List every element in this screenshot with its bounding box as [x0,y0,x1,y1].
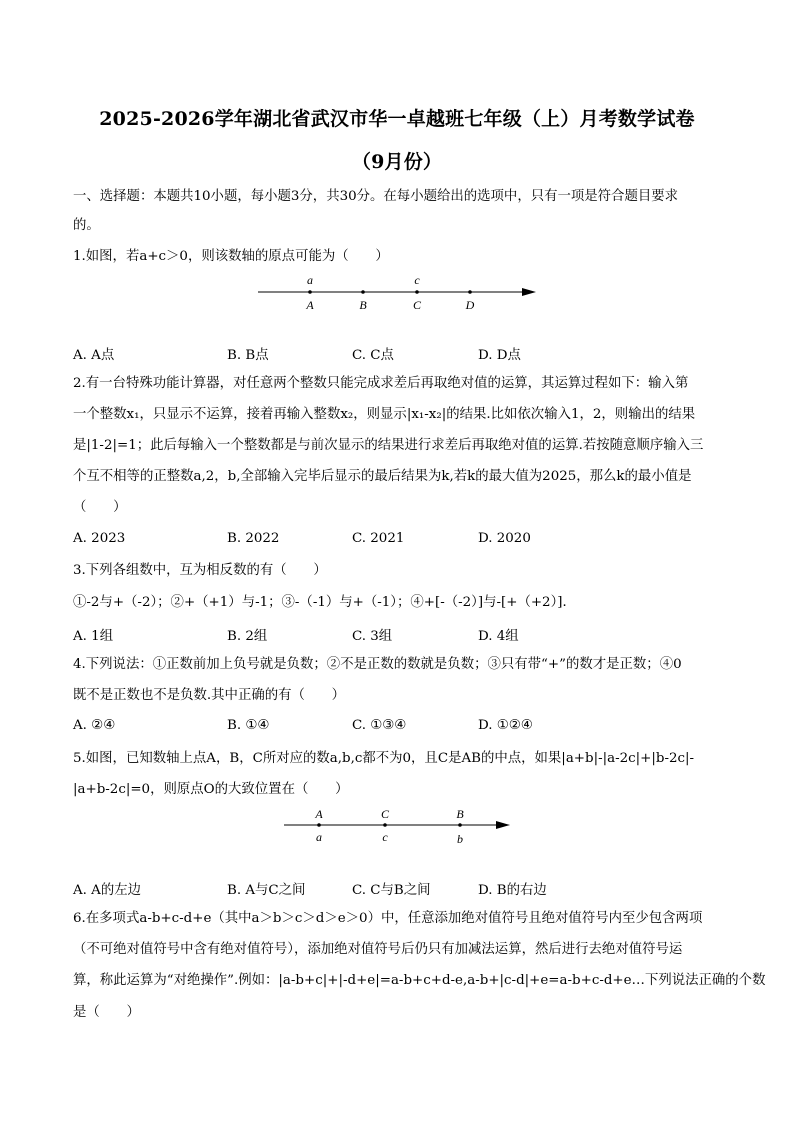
q2-option-a: A. 2023 [73,531,126,546]
section-intro-cont: 的。 [73,218,100,233]
q5-number-line [278,804,528,850]
q4-option-a: A. ②④ [73,718,116,733]
q5-option-b: B. A与C之间 [227,883,306,898]
q5-option-c: C. C与B之间 [352,883,431,898]
q1-point-A: A [306,298,314,312]
q5-option-a: A. A的左边 [73,883,142,898]
q2-line-5: （ ） [73,500,127,515]
section-intro: 一、选择题：本题共10小题，每小题3分，共30分。在每小题给出的选项中，只有一项是符合题目要求 [73,189,679,204]
q1-point-C: C [412,298,422,312]
q2-option-b: B. 2022 [227,531,280,546]
q6-line-3: 算，称此运算为“对绝操作”.例如：|a-b+c|+|-d+e|=a-b+c+d-e,a-b+|c-d|+e=a-b+c-d+e…下列说法正确的个数 [73,973,766,988]
q1-number-line [250,270,550,316]
exam-subtitle: （9月份） [351,151,443,173]
q1-point-B: B [359,298,367,312]
q1-stem: 1.如图，若a+c＞0，则该数轴的原点可能为（ ） [73,249,389,264]
q4-line-1: 4.下列说法：①正数前加上负号就是负数；②不是正数的数就是负数；③只有带“+”的数才是正数；④0 [73,657,682,672]
q6-line-2: （不可绝对值符号中含有绝对值符号），添加绝对值符号后仍只有加减法运算，然后进行去绝对值符号运 [73,942,683,957]
q1-option-c: C. C点 [352,348,394,363]
q3-option-b: B. 2组 [227,629,268,644]
q5-label-b: b [457,832,463,846]
q3-option-a: A. 1组 [73,629,114,644]
q1-point-D: D [465,298,475,312]
q2-line-3: 是|1-2|=1；此后每输入一个整数都是与前次显示的结果进行求差后再取绝对值的运算.若按随意顺序输入三 [73,438,704,453]
q5-line-1: 5.如图，已知数轴上点A，B，C所对应的数a,b,c都不为0，且C是AB的中点，如果|a+b|-|a-2c|+|b-2c|- [73,751,695,766]
q5-label-a: a [316,830,322,844]
q5-line-2: |a+b-2c|=0，则原点O的大致位置在（ ） [73,782,349,797]
q2-option-c: C. 2021 [352,531,405,546]
q1-label-a: a [307,273,313,287]
q2-option-d: D. 2020 [478,531,531,546]
exam-title: 2025-2026学年湖北省武汉市华一卓越班七年级（上）月考数学试卷 [99,108,695,130]
q1-option-d: D. D点 [478,348,521,363]
q4-option-b: B. ①④ [227,718,270,733]
q2-line-1: 2.有一台特殊功能计算器，对任意两个整数只能完成求差后再取绝对值的运算，其运算过程如下：输入第 [73,376,689,391]
q1-option-a: A. A点 [73,348,115,363]
q2-line-2: 一个整数x₁，只显示不运算，接着再输入整数x₂，则显示|x₁-x₂|的结果.比如依次输入1，2，则输出的结果 [73,407,696,422]
q3-option-d: D. 4组 [478,629,519,644]
q6-line-1: 6.在多项式a-b+c-d+e（其中a＞b＞c＞d＞e＞0）中，任意添加绝对值符号且绝对值符号内至少包含两项 [73,911,703,926]
q4-option-c: C. ①③④ [352,718,407,733]
q2-line-4: 个互不相等的正整数a,2，b,全部输入完毕后显示的最后结果为k,若k的最大值为2025，那么k的最小值是 [73,469,692,484]
q5-option-d: D. B的右边 [478,883,547,898]
q3-option-c: C. 3组 [352,629,393,644]
q3-items: ①-2与+（-2）；②+（+1）与-1；③-（-1）与+（-1）；④+[-（-2）]与-[+（+2）]． [73,595,576,610]
q5-point-A: A [315,807,323,821]
q3-stem: 3.下列各组数中，互为相反数的有（ ） [73,563,327,578]
q1-option-b: B. B点 [227,348,269,363]
q1-label-c: c [414,273,420,287]
q5-label-c: c [382,830,388,844]
q4-line-2: 既不是正数也不是负数.其中正确的有（ ） [73,688,346,703]
q5-point-B: B [456,807,464,821]
q5-point-C: C [380,807,390,821]
q6-line-4: 是（ ） [73,1005,140,1020]
q4-option-d: D. ①②④ [478,718,533,733]
